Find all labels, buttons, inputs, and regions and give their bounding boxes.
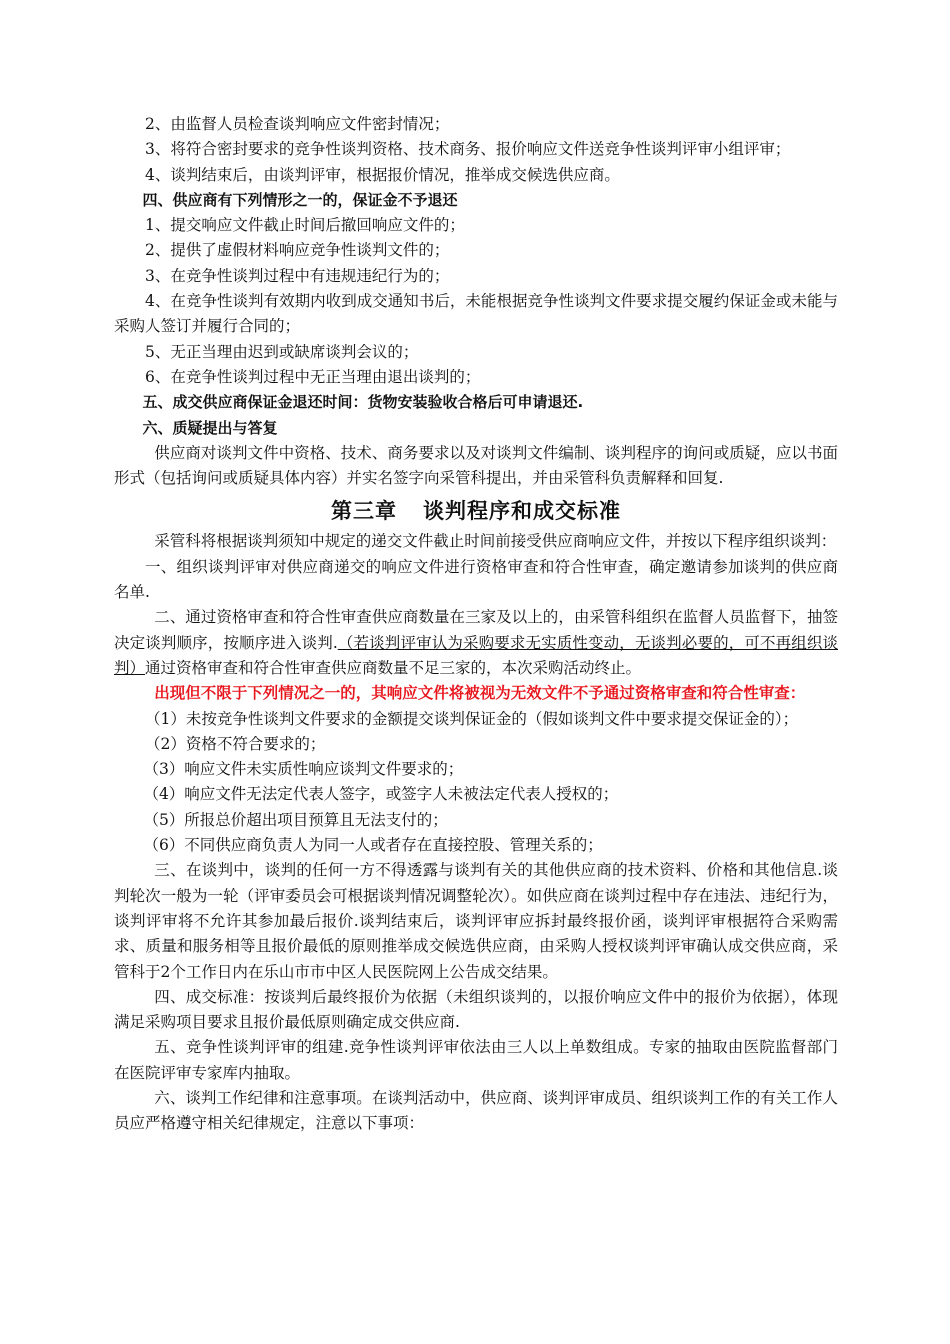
- invalid-item-2: （2）资格不符合要求的；: [145, 734, 326, 753]
- chapter-para-2-text-a: 二、通过资格审查和符合性审查供应商数量在三家及以上的，由采管科组织在监督人员监督下，抽签决定谈判顺序，按顺序进入谈判.: [114, 608, 838, 652]
- section-5-heading: 五、成交供应商保证金退还时间：货物安装验收合格后可申请退还.: [142, 393, 584, 412]
- deposit-forfeit-item-3: 3、在竞争性谈判过程中有违规违纪行为的；: [145, 266, 450, 285]
- procedure-item-2: 2、由监督人员检查谈判响应文件密封情况；: [145, 115, 450, 133]
- section-6-heading: 六、质疑提出与答复: [142, 418, 278, 437]
- chapter-name: 谈判程序和成交标准: [423, 499, 621, 524]
- invalid-item-4: （4）响应文件无法定代表人签字，或签字人未被法定代表人授权的；: [143, 785, 619, 804]
- chapter-title: [114, 496, 838, 526]
- chapter-para-6: 六、谈判工作纪律和注意事项。在谈判活动中，供应商、谈判评审成员、组织谈判工作的有关工作人员应严格遵守相关纪律规定，注意以下事项：: [114, 1088, 838, 1133]
- section-4-heading: 四、供应商有下列情形之一的，保证金不予退还: [142, 190, 458, 209]
- deposit-forfeit-item-6: 6、在竞争性谈判过程中无正当理由退出谈判的；: [145, 367, 481, 386]
- document-page: [114, 112, 838, 1137]
- invalid-item-5: （5）所报总价超出项目预算且无法支付的；: [143, 810, 448, 829]
- deposit-forfeit-item-2: 2、提供了虚假材料响应竞争性谈判文件的；: [145, 241, 450, 260]
- deposit-forfeit-item-5: 5、无正当理由迟到或缺席谈判会议的；: [145, 342, 419, 361]
- procedure-item-3: 3、将符合密封要求的竞争性谈判资格、技术商务、报价响应文件送竞争性谈判评审小组评审；: [145, 140, 791, 159]
- chapter-intro: 采管科将根据谈判须知中规定的递交文件截止时间前接受供应商响应文件，并按以下程序组织谈判：: [154, 532, 837, 551]
- chapter-para-2: [114, 605, 838, 681]
- chapter-para-2-text-b: 通过资格审查和符合性审查供应商数量不足三家的，本次采购活动终止。: [145, 658, 642, 677]
- invalid-conditions-heading: 出现但不限于下列情况之一的，其响应文件将被视为无效文件不予通过资格审查和符合性审查：: [154, 684, 806, 703]
- chapter-para-5: 五、竞争性谈判评审的组建.竞争性谈判评审依法由三人以上单数组成。专家的抽取由医院监督部门在医院评审专家库内抽取。: [114, 1038, 838, 1082]
- section-6-body: 供应商对谈判文件中资格、技术、商务要求以及对谈判文件编制、谈判程序的询问或质疑，应以书面形式（包括询问或质疑具体内容）并实名签字向采管科提出，并由采管科负责解释和回复.: [114, 443, 838, 488]
- chapter-para-1: 一、组织谈判评审对供应商递交的响应文件进行资格审查和符合性审查，确定邀请参加谈判的供应商名单.: [114, 557, 838, 602]
- chapter-para-2-underlined: （若谈判评审认为采购要求无实质性变动，无谈判必要的，可不再组织谈判）: [114, 633, 838, 677]
- procedure-item-4: 4、谈判结束后，由谈判评审，根据报价情况，推举成交候选供应商。: [145, 165, 620, 184]
- chapter-para-3: 三、在谈判中，谈判的任何一方不得透露与谈判有关的其他供应商的技术资料、价格和其他信息.谈判轮次一般为一轮（评审委员会可根据谈判情况调整轮次）。如供应商在谈判过程中存在违法、违纪行为，谈判评审将不允许其参加最后报价.谈判结束后，谈判评审应拆封最终报价函，谈判评审根据符合采购需求、质量和服务相等且报价最低的原则推举成交候选供应商，由采购人授权谈判评审确认成交供应商，采管科于2个工作日内在乐山市市中区人民医院网上公告成交结果。: [114, 861, 838, 981]
- chapter-para-4: 四、成交标准：按谈判后最终报价为依据（未组织谈判的，以报价响应文件中的报价为依据），体现满足采购项目要求且报价最低原则确定成交供应商.: [114, 987, 838, 1032]
- chapter-number: 第三章: [331, 499, 397, 524]
- invalid-item-6: （6）不同供应商负责人为同一人或者存在直接控股、管理关系的；: [143, 836, 603, 855]
- invalid-item-3: （3）响应文件未实质性响应谈判文件要求的；: [143, 760, 464, 779]
- invalid-item-1: （1）未按竞争性谈判文件要求的金额提交谈判保证金的（假如谈判文件中要求提交保证金的）；: [145, 709, 799, 728]
- deposit-forfeit-item-1: 1、提交响应文件截止时间后撤回响应文件的；: [145, 216, 465, 235]
- deposit-forfeit-item-4: 4、在竞争性谈判有效期内收到成交通知书后，未能根据竞争性谈判文件要求提交履约保证金或未能与采购人签订并履行合同的；: [114, 292, 838, 336]
